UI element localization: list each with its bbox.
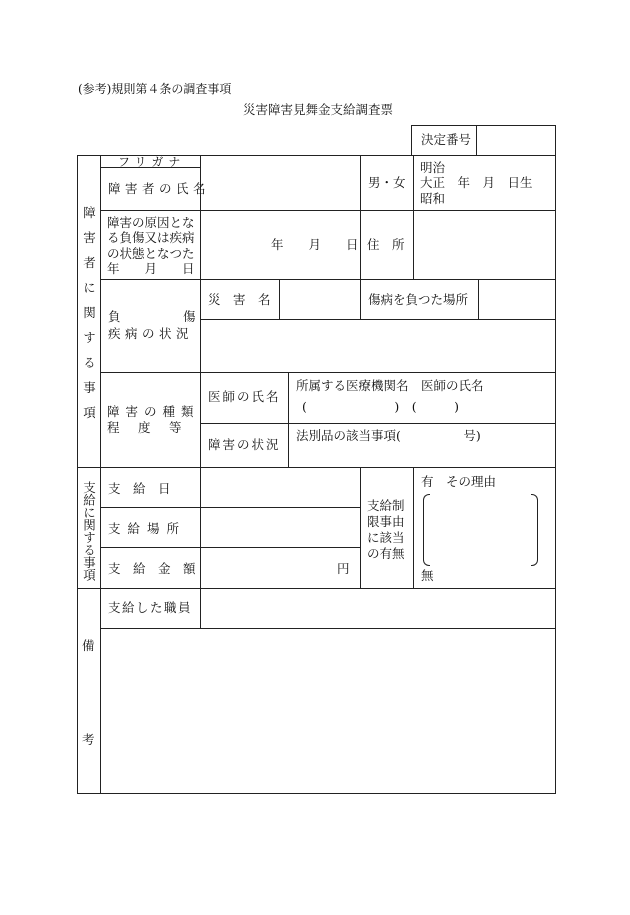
cause-label-line3: の状態となつた bbox=[107, 246, 195, 261]
remarks-field[interactable] bbox=[101, 629, 554, 792]
reason-bracket-right bbox=[531, 494, 538, 566]
cause-label-line4: 年 月 日 bbox=[107, 261, 195, 276]
staff-label: 支給した職員 bbox=[108, 600, 193, 615]
disability-type-line2: 程 度 等 bbox=[107, 420, 185, 435]
disability-status-label: 障害の状況 bbox=[208, 437, 281, 452]
restriction-label-line3: に該当 bbox=[367, 530, 405, 545]
remarks-label-bi: 備 bbox=[82, 638, 95, 653]
doctor-name-label: 医師の氏名 bbox=[208, 389, 281, 404]
restriction-yes-option[interactable]: 有 その理由 bbox=[421, 474, 497, 489]
disaster-name-label: 災 害 名 bbox=[208, 292, 271, 307]
payment-date-label: 支 給 日 bbox=[108, 481, 171, 496]
decision-number-label: 決定番号 bbox=[421, 132, 472, 147]
era-meiji[interactable]: 明治 bbox=[420, 160, 446, 175]
era-taisho-birthdate[interactable]: 大正 年 月 日生 bbox=[420, 175, 533, 190]
reference-note: (参考)規則第４条の調査事項 bbox=[78, 82, 232, 96]
institution-doctor-fields[interactable]: ( ) ( ) bbox=[302, 399, 460, 414]
furigana-field[interactable] bbox=[201, 156, 359, 209]
injury-status-field[interactable] bbox=[201, 320, 554, 371]
form-title: 災害障害見舞金支給調査票 bbox=[243, 102, 394, 117]
institution-doctor-line: 所属する医療機関名 医師の氏名 bbox=[296, 378, 484, 393]
cause-date-field[interactable]: 年 月 日 bbox=[271, 237, 359, 252]
injury-place-field[interactable] bbox=[479, 280, 554, 318]
payment-date-field[interactable] bbox=[201, 468, 359, 506]
era-showa[interactable]: 昭和 bbox=[420, 191, 446, 206]
reason-field[interactable] bbox=[431, 496, 529, 562]
decision-number-field[interactable] bbox=[477, 126, 554, 154]
reason-bracket-left bbox=[423, 494, 430, 566]
cause-label-line1: 障害の原因とな bbox=[107, 215, 195, 230]
yen-unit: 円 bbox=[337, 561, 350, 576]
restriction-no-option[interactable]: 無 bbox=[421, 568, 434, 583]
section-disabled-person: 障害者に関する事項 bbox=[81, 206, 97, 431]
section-payment: 支給に関する事項 bbox=[81, 481, 97, 581]
address-label: 住 所 bbox=[367, 237, 405, 252]
disaster-name-field[interactable] bbox=[280, 280, 359, 318]
injury-label-line2: 疾病の状況 bbox=[108, 326, 194, 341]
disabled-person-name-label: 障害者の氏名 bbox=[108, 181, 211, 196]
cause-label-line2: る負傷又は疾病 bbox=[107, 230, 195, 245]
sex-selector[interactable]: 男・女 bbox=[368, 175, 406, 190]
payment-amount-label: 支 給 金 額 bbox=[108, 561, 196, 576]
restriction-label-line1: 支給制 bbox=[367, 498, 405, 513]
restriction-label-line2: 限事由 bbox=[367, 514, 405, 529]
disability-type-line1: 障害の種類 bbox=[107, 404, 200, 419]
staff-field[interactable] bbox=[201, 589, 554, 627]
payment-place-field[interactable] bbox=[201, 508, 359, 546]
injury-place-label: 傷病を負つた場所 bbox=[368, 292, 469, 307]
address-field[interactable] bbox=[414, 211, 554, 278]
furigana-label: フリガナ bbox=[118, 155, 186, 169]
restriction-label-line4: の有無 bbox=[367, 546, 405, 561]
remarks-label-kou: 考 bbox=[82, 732, 95, 747]
annex-table-item-field[interactable]: 法別品の該当事項( 号) bbox=[296, 428, 481, 443]
payment-place-label: 支給場所 bbox=[108, 521, 187, 536]
injury-label-line1: 負 傷 bbox=[108, 309, 196, 324]
